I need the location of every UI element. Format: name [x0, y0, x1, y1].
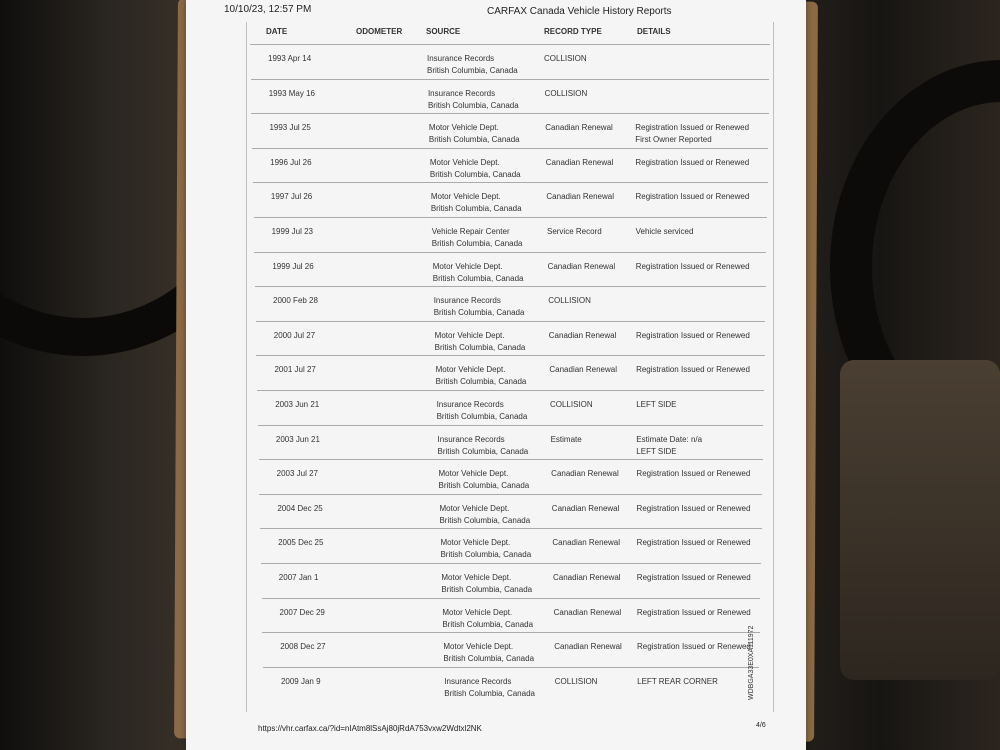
row-record-type: COLLISION [548, 296, 591, 306]
table-row [254, 217, 767, 255]
row-detail: Registration Issued or Renewed [636, 503, 751, 513]
row-record-type: Canadian Renewal [546, 192, 614, 202]
table-row [253, 182, 768, 220]
row-source-location: British Columbia, Canada [441, 585, 533, 594]
row-source: Insurance Records [436, 400, 504, 409]
row-source: Motor Vehicle Dept. [439, 503, 510, 513]
row-record-type: Canadian Renewal [553, 607, 622, 617]
row-date: 2004 Dec 25 [277, 503, 323, 513]
row-date: 2000 Jul 27 [273, 330, 316, 340]
row-detail: Registration Issued or Renewed [636, 573, 751, 582]
row-detail-extra: LEFT SIDE [636, 446, 677, 456]
page-number: 4/6 [756, 722, 766, 729]
row-record-type: Canadian Renewal [552, 538, 620, 548]
table-row [255, 286, 766, 324]
row-record-type: Service Record [546, 227, 602, 236]
table-row [257, 390, 764, 428]
row-source-location: British Columbia, Canada [427, 66, 518, 75]
table-row [254, 252, 766, 290]
row-detail: Vehicle serviced [635, 227, 694, 236]
table-row [252, 148, 768, 186]
row-source: Insurance Records [437, 434, 505, 444]
row-source: Vehicle Repair Center [431, 227, 510, 236]
row-source-location: British Columbia, Canada [436, 412, 528, 421]
table-row [256, 321, 765, 359]
row-date: 2000 Feb 28 [273, 296, 318, 306]
table-row [260, 528, 762, 566]
row-record-type: COLLISION [544, 88, 588, 98]
row-record-type: COLLISION [554, 676, 598, 686]
row-detail: Registration Issued or Renewed [635, 330, 750, 340]
row-date: 2003 Jun 21 [275, 434, 320, 444]
table-row [250, 44, 770, 82]
row-detail: LEFT SIDE [636, 400, 677, 409]
row-date: 2007 Dec 29 [279, 607, 325, 617]
row-date: 1993 May 16 [268, 88, 315, 98]
table-row [263, 667, 759, 705]
column-header-odometer: ODOMETER [356, 27, 403, 36]
row-source: Motor Vehicle Dept. [438, 469, 509, 479]
row-date: 1996 Jul 26 [270, 157, 312, 167]
table-row [259, 459, 763, 497]
row-source-location: British Columbia, Canada [435, 377, 527, 387]
row-date: 2003 Jun 21 [275, 400, 320, 409]
row-date: 2009 Jan 9 [280, 676, 321, 686]
row-source-location: British Columbia, Canada [428, 135, 520, 145]
print-timestamp: 10/10/23, 12:57 PM [224, 4, 312, 15]
row-source: Insurance Records [444, 676, 512, 686]
row-source: Motor Vehicle Dept. [441, 573, 512, 582]
row-source-location: British Columbia, Canada [443, 654, 535, 664]
report-title: CARFAX Canada Vehicle History Reports [487, 6, 672, 17]
row-detail: Registration Issued or Renewed [635, 261, 750, 271]
table-row [262, 598, 761, 636]
row-source: Insurance Records [427, 88, 496, 98]
row-date: 1997 Jul 26 [270, 192, 313, 202]
row-record-type: Canadian Renewal [551, 503, 620, 513]
row-source-location: British Columbia, Canada [432, 273, 524, 283]
row-source-location: British Columbia, Canada [440, 550, 532, 560]
row-source: Motor Vehicle Dept. [429, 157, 500, 167]
row-detail: Registration Issued or Renewed [635, 192, 750, 202]
table-row [256, 355, 764, 393]
row-record-type: Canadian Renewal [552, 573, 621, 582]
row-record-type: Canadian Renewal [547, 261, 616, 271]
row-source-location: British Columbia, Canada [431, 239, 523, 248]
row-detail: Estimate Date: n/a [636, 434, 703, 444]
row-date: 1993 Jul 25 [269, 123, 311, 133]
row-record-type: COLLISION [549, 400, 593, 409]
row-source-location: British Columbia, Canada [430, 204, 522, 214]
row-record-type: Canadian Renewal [549, 365, 617, 375]
table-row [261, 563, 761, 601]
table-row [259, 494, 762, 532]
row-source-location: British Columbia, Canada [427, 100, 519, 110]
row-detail: Registration Issued or Renewed [635, 157, 750, 167]
row-record-type: Canadian Renewal [548, 330, 617, 340]
row-source-location: British Columbia, Canada [439, 515, 531, 525]
column-header-details: DETAILS [637, 27, 671, 36]
row-record-type: Canadian Renewal [554, 642, 622, 652]
row-record-type: COLLISION [544, 54, 587, 63]
row-date: 1999 Jul 23 [271, 227, 313, 236]
row-source: Motor Vehicle Dept. [430, 192, 501, 202]
row-detail: LEFT REAR CORNER [637, 676, 718, 686]
column-header-date: DATE [266, 27, 288, 36]
row-source-location: British Columbia, Canada [438, 481, 530, 491]
row-record-type: Canadian Renewal [545, 157, 614, 167]
row-source: Motor Vehicle Dept. [443, 642, 514, 652]
row-source: Motor Vehicle Dept. [440, 538, 511, 548]
column-header-source: SOURCE [426, 27, 461, 36]
row-detail: Registration Issued or Renewed [636, 365, 750, 375]
table-row [251, 113, 768, 151]
center-console [840, 360, 1000, 680]
row-record-type: Canadian Renewal [545, 123, 613, 133]
row-detail-extra: First Owner Reported [635, 135, 712, 145]
row-detail: Registration Issued or Renewed [636, 607, 751, 617]
table-row [262, 632, 760, 670]
row-date: 1999 Jul 26 [272, 261, 314, 271]
row-record-type: Canadian Renewal [551, 469, 619, 479]
row-source-location: British Columbia, Canada [444, 688, 535, 698]
row-date: 2008 Dec 27 [280, 642, 326, 652]
row-source: Motor Vehicle Dept. [435, 365, 506, 375]
row-date: 2005 Dec 25 [278, 538, 324, 548]
row-detail: Registration Issued or Renewed [636, 538, 751, 548]
vin-number: WDBGA33E0XA111972 [748, 625, 755, 700]
row-source: Motor Vehicle Dept. [428, 123, 499, 133]
footer-url: https://vhr.carfax.ca/?id=nIAtm8lSsAj80jRdA753vxw2Wdtxl2NK [258, 724, 482, 733]
row-source: Motor Vehicle Dept. [442, 607, 513, 617]
row-source-location: British Columbia, Canada [434, 342, 526, 352]
row-source-location: British Columbia, Canada [429, 169, 521, 179]
row-date: 1993 Apr 14 [268, 54, 312, 63]
table-row [251, 79, 770, 117]
row-date: 2007 Jan 1 [278, 573, 319, 582]
row-detail: Registration Issued or Renewed [637, 642, 751, 652]
column-header-record-type: RECORD TYPE [544, 27, 602, 36]
row-source: Motor Vehicle Dept. [434, 330, 505, 340]
row-record-type: Estimate [550, 434, 582, 444]
row-detail: Registration Issued or Renewed [635, 123, 750, 133]
row-source-location: British Columbia, Canada [437, 446, 529, 456]
row-date: 2003 Jul 27 [276, 469, 318, 479]
row-source-location: British Columbia, Canada [433, 308, 525, 318]
table-row [258, 425, 763, 463]
row-source: Insurance Records [433, 296, 501, 306]
row-source: Insurance Records [427, 54, 495, 63]
row-date: 2001 Jul 27 [274, 365, 316, 375]
row-detail: Registration Issued or Renewed [636, 469, 751, 479]
row-source-location: British Columbia, Canada [442, 619, 534, 629]
row-source: Motor Vehicle Dept. [432, 261, 503, 271]
